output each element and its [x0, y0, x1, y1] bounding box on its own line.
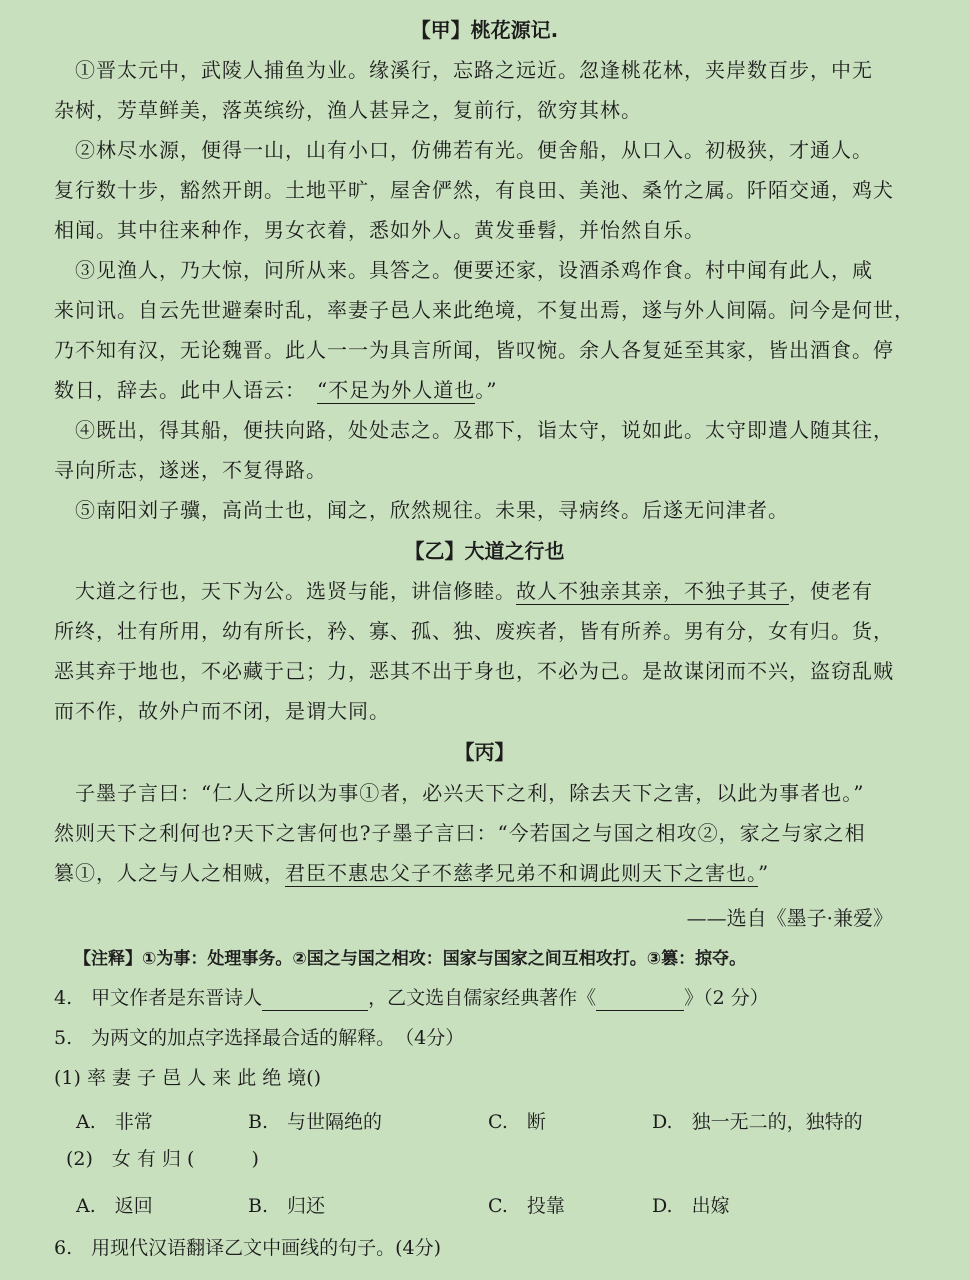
underlined-sentence: 故人不独亲其亲，不独子其子	[516, 579, 789, 603]
passage-jia-line: 来问讯。自云先世避秦时乱，率妻子邑人来此绝境，不复出焉，遂与外人间隔。问今是何世，	[54, 298, 915, 322]
question-text: 4. 甲文作者是东晋诗人	[54, 987, 263, 1009]
question-5: 5. 为两文的加点字选择最合适的解释。 （4分）	[54, 1027, 465, 1049]
option-c: C. 断	[488, 1111, 546, 1133]
text-segment: 大道之行也，天下为公。选贤与能，讲信修睦。	[54, 579, 516, 603]
option-b: B. 与世隔绝的	[248, 1111, 383, 1133]
passage-yi-line: 恶其弃于地也，不必藏于己；力，恶其不出于身也，不必为己。是故谋闭而不兴，盗窃乱贼	[54, 659, 894, 683]
question-5-1: (1) 率 妻 子 邑 人 来 此 绝 境()	[54, 1067, 322, 1089]
question-text: 》（2 分）	[684, 987, 769, 1009]
option-a: A. 非常	[76, 1111, 153, 1133]
passage-jia-line: 乃不知有汉，无论魏晋。此人一一为具言所闻，皆叹惋。余人各复延至其家，皆出酒食。停	[54, 338, 894, 362]
source-citation: ——选自《墨子·兼爱》	[686, 906, 893, 930]
underlined-quote: “不足为外人道也	[317, 378, 476, 402]
answer-blank[interactable]	[596, 988, 684, 1011]
passage-jia-line: 杂树，芳草鲜美，落英缤纷，渔人甚异之，复前行，欲穷其林。	[54, 98, 642, 122]
option-a: A. 返回	[76, 1195, 153, 1217]
option-d: D. 独一无二的，独特的	[652, 1111, 863, 1133]
option-b: B. 归还	[248, 1195, 326, 1217]
passage-bing-line: 子墨子言曰：“仁人之所以为事①者，必兴天下之利，除去天下之害，以此为事者也。”	[54, 781, 865, 805]
option-d: D. 出嫁	[652, 1195, 730, 1217]
passage-jia-title: 【甲】桃花源记.	[410, 18, 559, 42]
passage-yi-line: 所终，壮有所用，幼有所长，矜、寡、孤、独、废疾者，皆有所养。男有分，女有归。货，	[54, 619, 894, 643]
passage-jia-line: 复行数十步，豁然开朗。土地平旷，屋舍俨然，有良田、美池、桑竹之属。阡陌交通，鸡犬	[54, 178, 894, 202]
question-6: 6. 用现代汉语翻译乙文中画线的句子。(4分)	[54, 1237, 442, 1259]
question-text: ，乙文选自儒家经典著作《	[368, 987, 597, 1009]
answer-blank[interactable]	[262, 988, 368, 1011]
passage-jia-line: ①晋太元中，武陵人捕鱼为业。缘溪行，忘路之远近。忽逢桃花林，夹岸数百步，中无	[54, 58, 873, 82]
passage-yi-title: 【乙】大道之行也	[404, 539, 565, 563]
text-segment: 数日，辞去。此中人语云：	[54, 378, 317, 402]
question-4	[54, 985, 769, 1011]
passage-jia-line: ③见渔人，乃大惊，问所从来。具答之。便要还家，设酒杀鸡作食。村中闻有此人，咸	[54, 258, 873, 282]
passage-bing-line-underlined	[54, 859, 769, 887]
passage-jia-line: ②林尽水源，便得一山，山有小口，仿佛若有光。便舍船，从口入。初极狭，才通人。	[54, 138, 873, 162]
passage-jia-line: ④既出，得其船，便扶向路，处处志之。及郡下，诣太守，说如此。太守即遣人随其往，	[54, 418, 894, 442]
passage-jia-line: 寻向所志，遂迷，不复得路。	[54, 458, 327, 482]
passage-bing-title: 【丙】	[454, 740, 515, 764]
question-5-2: (2) 女 有 归 ( )	[66, 1148, 259, 1170]
passage-bing-line: 然则天下之利何也?天下之害何也?子墨子言曰：“今若国之与国之相攻②，家之与家之相	[54, 821, 866, 845]
underlined-sentence: 君臣不惠忠父子不慈孝兄弟不和调此则天下之害也。	[285, 861, 758, 885]
text-segment: ，使老有	[789, 579, 873, 603]
passage-jia-line: ⑤南阳刘子骥，高尚士也，闻之，欣然规往。未果，寻病终。后遂无问津者。	[54, 498, 789, 522]
option-c: C. 投靠	[488, 1195, 565, 1217]
annotation-notes: 【注释】①为事：处理事务。②国之与国之相攻：国家与国家之间互相攻打。③篡：掠夺。	[74, 949, 747, 969]
passage-jia-line: 相闻。其中往来种作，男女衣着，悉如外人。黄发垂髫，并怡然自乐。	[54, 218, 705, 242]
passage-yi-line: 而不作，故外户而不闭，是谓大同。	[54, 699, 390, 723]
text-segment: 。”	[475, 378, 498, 402]
text-segment: 篡①，人之与人之相贼，	[54, 861, 285, 885]
passage-jia-line-underlined	[54, 376, 497, 404]
text-segment: ”	[758, 861, 770, 885]
passage-yi-line-underlined	[54, 577, 873, 605]
